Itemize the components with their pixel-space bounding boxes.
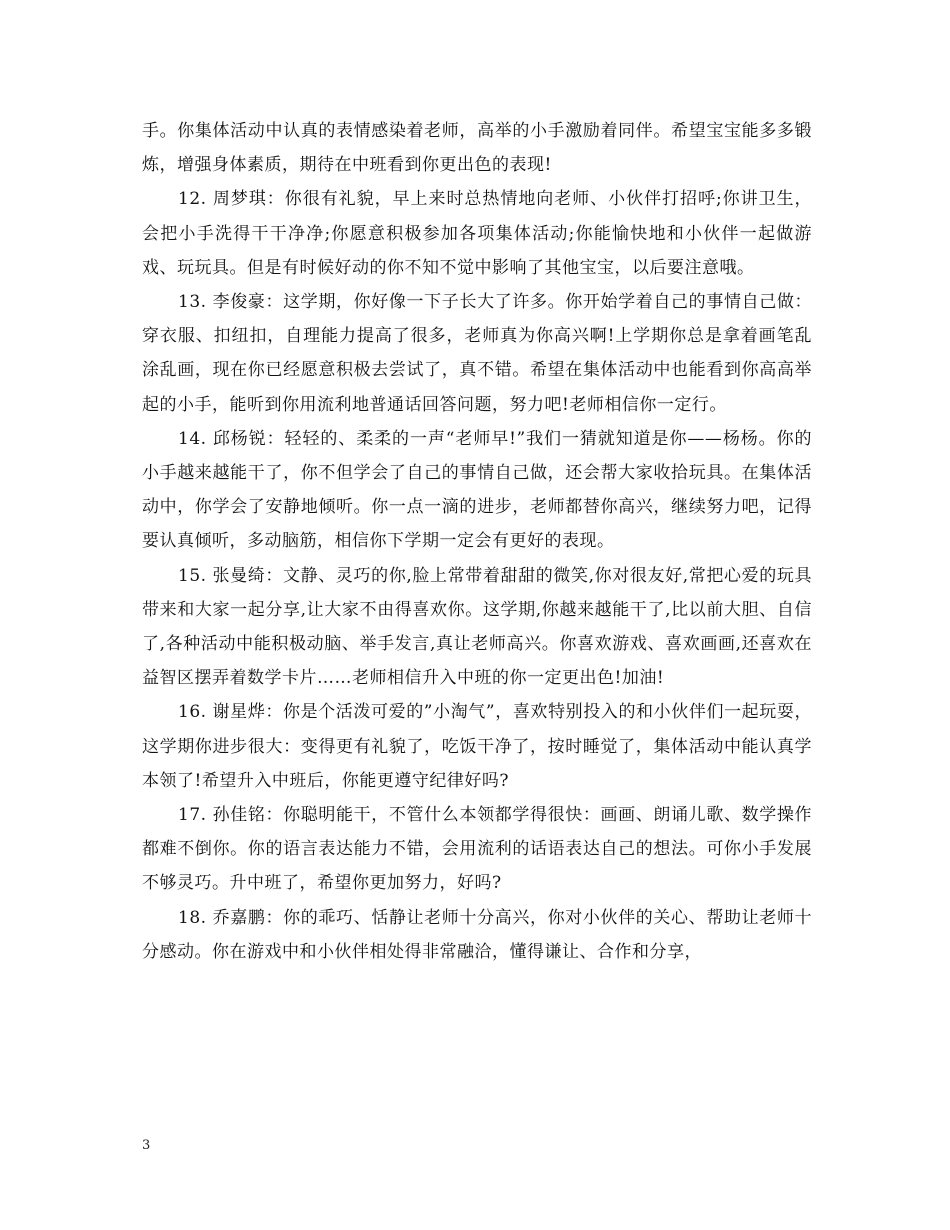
paragraph-comment-16: 16. 谢星烨：你是个活泼可爱的”小淘气”，喜欢特别投入的和小伙伴们一起玩耍，这学期你进步很大：变得更有礼貌了，吃饭干净了，按时睡觉了，集体活动中能认真学本领了!希望升入中班后，你能更遵守纪律好吗? <box>142 702 812 791</box>
paragraph-comment-12: 12. 周梦琪：你很有礼貌，早上来时总热情地向老师、小伙伴打招呼;你讲卫生，会把小手洗得干干净净;你愿意积极参加各项集体活动;你能愉快地和小伙伴一起做游戏、玩玩具。但是有时候好动的你不知不觉中影响了其他宝宝，以后要注意哦。 <box>142 189 812 278</box>
paragraph-comment-18: 18. 乔嘉鹏：你的乖巧、恬静让老师十分高兴，你对小伙伴的关心、帮助让老师十分感动。你在游戏中和小伙伴相处得非常融洽，懂得谦让、合作和分享， <box>142 907 812 962</box>
paragraph-comment-15: 15. 张曼绮：文静、灵巧的你,脸上常带着甜甜的微笑,你对很友好,常把心爱的玩具带来和大家一起分享,让大家不由得喜欢你。这学期,你越来越能干了,比以前大胆、自信了,各种活动中能积极动脑、举手发言,真让老师高兴。你喜欢游戏、喜欢画画,还喜欢在益智区摆弄着数学卡片……老师相信升入中班的你一定更出色!加油! <box>142 565 812 689</box>
page-number: 3 <box>142 1138 151 1153</box>
document-body <box>142 114 812 969</box>
paragraph-continuation: 手。你集体活动中认真的表情感染着老师，高举的小手激励着同伴。希望宝宝能多多锻炼，增强身体素质，期待在中班看到你更出色的表现! <box>142 121 812 176</box>
paragraph-comment-13: 13. 李俊豪：这学期，你好像一下子长大了许多。你开始学着自己的事情自己做：穿衣服、扣纽扣，自理能力提高了很多，老师真为你高兴啊!上学期你总是拿着画笔乱涂乱画，现在你已经愿意积极去尝试了，真不错。希望在集体活动中也能看到你高高举起的小手，能听到你用流利地普通话回答问题，努力吧!老师相信你一定行。 <box>142 292 812 415</box>
paragraph-comment-14: 14. 邱杨锐：轻轻的、柔柔的一声“老师早!”我们一猜就知道是你——杨杨。你的小手越来越能干了，你不但学会了自己的事情自己做，还会帮大家收拾玩具。在集体活动中，你学会了安静地倾听。你一点一滴的进步，老师都替你高兴，继续努力吧，记得要认真倾听，多动脑筋，相信你下学期一定会有更好的表现。 <box>142 428 812 552</box>
paragraph-comment-17: 17. 孙佳铭：你聪明能干，不管什么本领都学得很快：画画、朗诵儿歌、数学操作都难不倒你。你的语言表达能力不错，会用流利的话语表达自己的想法。可你小手发展不够灵巧。升中班了，希望你更加努力，好吗? <box>142 805 812 894</box>
